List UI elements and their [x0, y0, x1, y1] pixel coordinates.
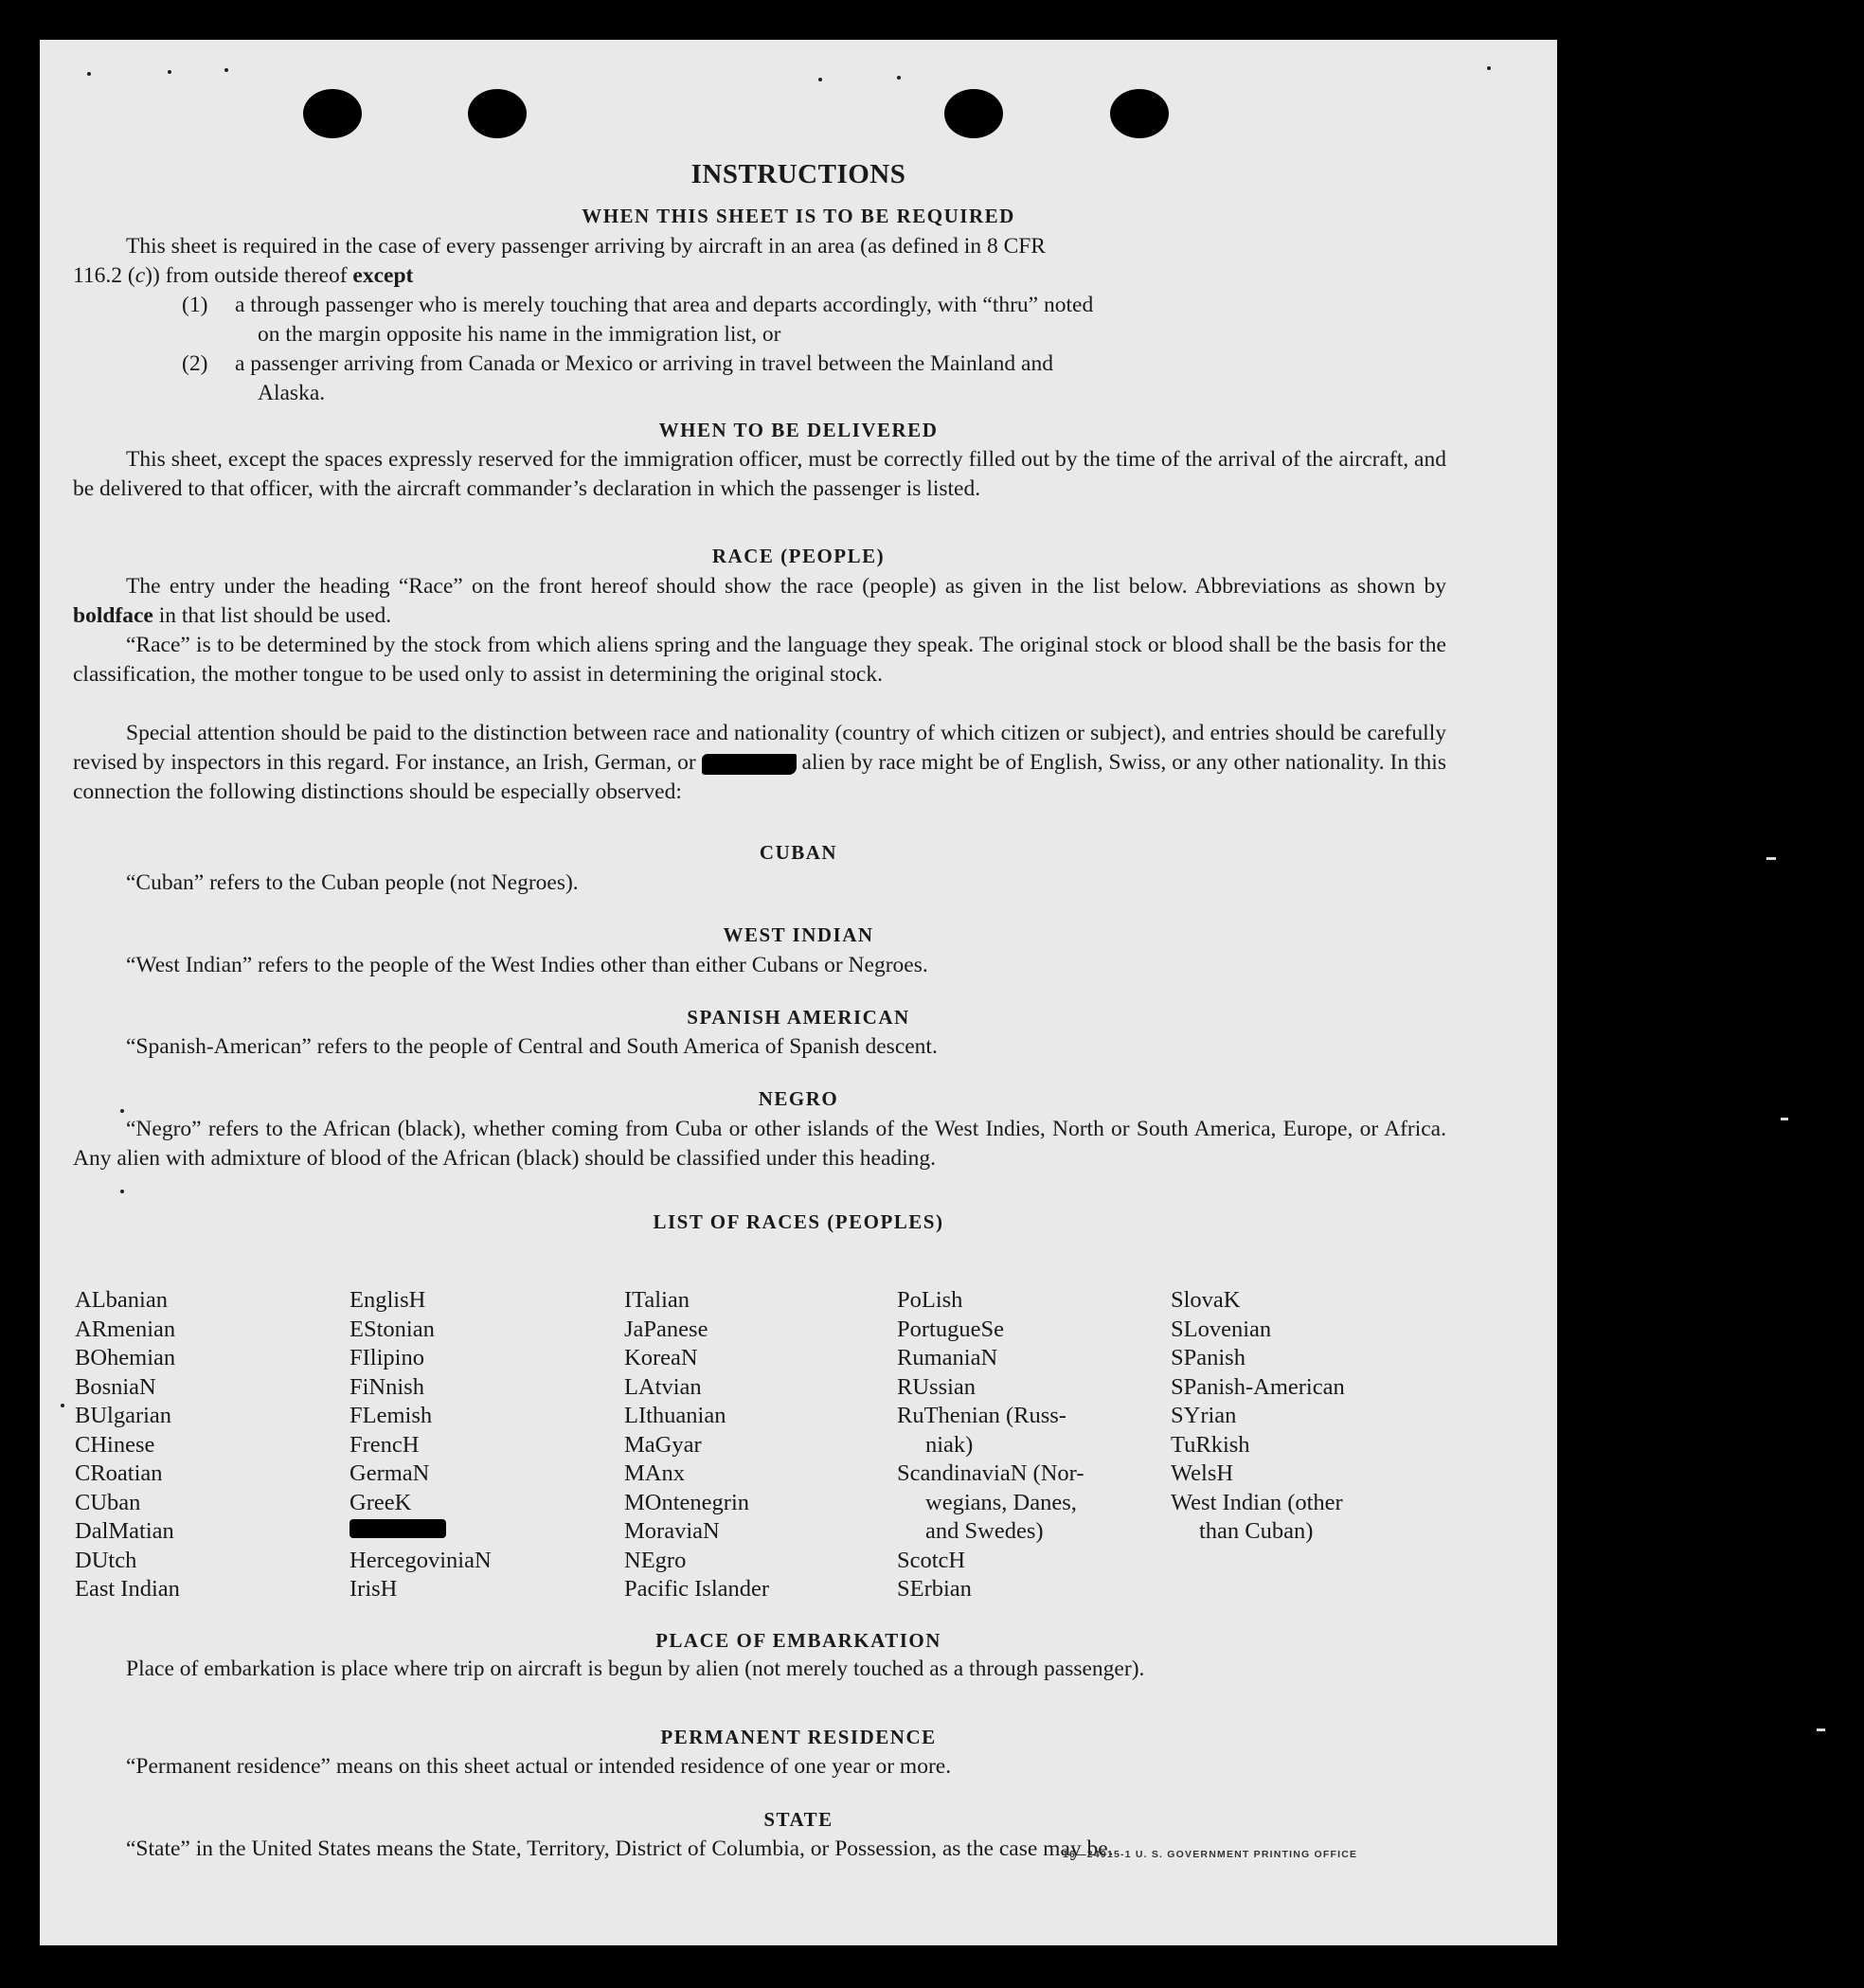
race-entry: BUlgarian: [75, 1403, 172, 1428]
speck: [168, 70, 171, 74]
exception-item-1: (1) a through passenger who is merely touching that area and departs accordingly, with “thru” noted on the margin opposite his name in the immigration list, or: [182, 293, 1094, 347]
race-entry: LAtvian: [624, 1373, 702, 1400]
embarkation-paragraph: Place of embarkation is place where trip on aircraft is begun by alien (not merely touched as a through passenger).: [126, 1657, 1145, 1681]
race-entry: SErbian: [897, 1576, 972, 1602]
race-entry: SlovaK: [1171, 1287, 1241, 1313]
race-entry: DUtch: [75, 1547, 137, 1573]
race-entry: TuRkish: [1171, 1431, 1250, 1458]
race-entry: BOhemian: [75, 1345, 176, 1370]
punch-hole: [468, 89, 527, 138]
race-entry: and Swedes): [925, 1518, 1044, 1544]
race-entry: WelsH: [1171, 1460, 1234, 1486]
race-entry: IrisH: [350, 1576, 398, 1602]
race-entry: SPanish-American: [1171, 1373, 1345, 1400]
edge-mark: [1766, 857, 1776, 860]
race-entry: FiNnish: [350, 1373, 424, 1400]
race-entry: niak): [925, 1431, 974, 1458]
speck: [87, 72, 91, 76]
race-entry: LIthuanian: [624, 1403, 726, 1428]
printer-imprint: 16—24915-1 U. S. GOVERNMENT PRINTING OFFICE: [1063, 1849, 1358, 1860]
race-entry: PortugueSe: [897, 1316, 1004, 1342]
delivered-paragraph: This sheet, except the spaces expressly reserved for the immigration officer, must be correctly filled out by the time of the arrival of the aircraft, and be delivered to that officer, with the aircraft commander’s declaration in which the passenger is listed.: [73, 447, 1446, 501]
race-entry: RumaniaN: [897, 1345, 998, 1370]
race-entry: CRoatian: [75, 1460, 163, 1486]
race-entry: MOntenegrin: [624, 1489, 749, 1515]
section-heading-races: LIST OF RACES (PEOPLES): [653, 1210, 944, 1233]
redaction-mark: [702, 754, 797, 775]
race-entry: East Indian: [75, 1576, 180, 1602]
section-heading-state: STATE: [763, 1808, 833, 1831]
punch-hole: [1110, 89, 1169, 138]
race-entry: SYrian: [1171, 1403, 1237, 1428]
race-list-column-1: [75, 1286, 180, 1604]
race-entry: GermaN: [350, 1460, 430, 1486]
page-title: INSTRUCTIONS: [690, 159, 906, 189]
speck: [897, 76, 901, 80]
race-entry: ScotcH: [897, 1547, 966, 1573]
race-entry: KoreaN: [624, 1345, 698, 1370]
exception-item-2: (2) a passenger arriving from Canada or Mexico or arriving in travel between the Mainland and Alaska.: [182, 351, 1053, 405]
race-entry: BosniaN: [75, 1373, 156, 1400]
race-entry: ITalian: [624, 1287, 690, 1313]
race-entry: SPanish: [1171, 1345, 1246, 1370]
race-entry: DalMatian: [75, 1518, 174, 1544]
race-entry: MAnx: [624, 1460, 685, 1486]
race-entry: SLovenian: [1171, 1316, 1272, 1342]
cuban-paragraph: “Cuban” refers to the Cuban people (not Negroes).: [126, 870, 579, 895]
document-page: [40, 40, 1557, 1945]
race-entry: RUssian: [897, 1373, 977, 1400]
state-paragraph: “State” in the United States means the State, Territory, District of Columbia, or Possession, as the case may be.: [126, 1836, 1114, 1861]
residence-paragraph: “Permanent residence” means on this sheet actual or intended residence of one year or more.: [126, 1754, 952, 1779]
race-entry: GreeK: [350, 1489, 412, 1515]
punch-hole: [303, 89, 362, 138]
race-entry: ALbanian: [75, 1287, 168, 1313]
race-entry: FIlipino: [350, 1345, 424, 1370]
section-heading-embarkation: PLACE OF EMBARKATION: [655, 1629, 941, 1652]
race-entry: FLemish: [350, 1403, 433, 1428]
redaction-mark: [350, 1519, 446, 1538]
race-entry: EStonian: [350, 1316, 435, 1342]
race-entry: ScandinaviaN (Nor-: [897, 1460, 1084, 1486]
race-entry: CUban: [75, 1489, 141, 1515]
edge-mark: [1781, 1118, 1788, 1120]
race-entry: NEgro: [624, 1547, 687, 1573]
race-entry: HercegoviniaN: [350, 1547, 492, 1573]
section-heading-delivered: WHEN TO BE DELIVERED: [658, 419, 939, 441]
race-list-column-2: [350, 1286, 492, 1604]
speck: [1487, 66, 1491, 70]
negro-paragraph: “Negro” refers to the African (black), whether coming from Cuba or other islands of the West Indies, North or South America, Europe, or Africa. Any alien with admixture of blood of the African (black) should be classified under this heading.: [73, 1117, 1446, 1171]
race-entry: FrencH: [350, 1431, 420, 1458]
race-paragraph-3: Special attention should be paid to the distinction between race and nationality (country of which citizen or subject), and entries should be carefully revised by inspectors in this regard. For instance, an Irish, German, or alien by race might be of English, Swiss, or any other nationality. In this connection the following distinctions should be especially observed:: [73, 721, 1446, 804]
race-entry: PoLish: [897, 1287, 963, 1313]
race-entry: CHinese: [75, 1431, 155, 1458]
section-heading-negro: NEGRO: [758, 1087, 839, 1110]
speck: [120, 1190, 124, 1193]
race-paragraph-2: “Race” is to be determined by the stock from which aliens spring and the language they speak. The original stock or blood shall be the basis for the classification, the mother tongue to be used only to assist in determining the original stock.: [73, 633, 1446, 687]
race-entry: West Indian (other: [1171, 1489, 1343, 1515]
section-heading-cuban: CUBAN: [759, 841, 838, 864]
race-paragraph-1: The entry under the heading “Race” on the front hereof should show the race (people) as given in the list below. Abbreviations as shown by boldface in that list should be used.: [73, 574, 1446, 628]
race-entry: EnglisH: [350, 1287, 426, 1313]
race-entry: MaGyar: [624, 1431, 702, 1458]
west-indian-paragraph: “West Indian” refers to the people of the West Indies other than either Cubans or Negroes.: [126, 953, 928, 977]
race-list-column-4: [897, 1286, 1084, 1604]
race-entry: Pacific Islander: [624, 1576, 770, 1602]
speck: [224, 68, 228, 72]
required-paragraph: This sheet is required in the case of every passenger arriving by aircraft in an area (as defined in 8 CFR 116.2 (c)) from outside thereof except: [73, 234, 1046, 288]
race-list-column-5: [1171, 1286, 1345, 1547]
speck: [818, 78, 822, 81]
section-heading-west-indian: WEST INDIAN: [723, 923, 874, 946]
race-list-column-3: [624, 1286, 769, 1604]
race-entry: ARmenian: [75, 1316, 176, 1342]
section-heading-race: RACE (PEOPLE): [711, 545, 886, 567]
section-heading-residence: PERMANENT RESIDENCE: [660, 1726, 937, 1748]
spanish-american-paragraph: “Spanish-American” refers to the people of Central and South America of Spanish descent.: [126, 1034, 938, 1059]
race-entry: MoraviaN: [624, 1518, 720, 1544]
race-entry: JaPanese: [624, 1316, 708, 1342]
race-entry: wegians, Danes,: [925, 1489, 1077, 1515]
race-entry: than Cuban): [1199, 1518, 1314, 1544]
redacted-race-entry: [350, 1517, 492, 1547]
punch-hole: [944, 89, 1003, 138]
section-heading-required: WHEN THIS SHEET IS TO BE REQUIRED: [582, 205, 1015, 227]
edge-mark: [1817, 1728, 1825, 1731]
speck: [61, 1404, 64, 1407]
section-heading-spanish-american: SPANISH AMERICAN: [687, 1006, 910, 1029]
race-entry: RuThenian (Russ-: [897, 1403, 1066, 1428]
